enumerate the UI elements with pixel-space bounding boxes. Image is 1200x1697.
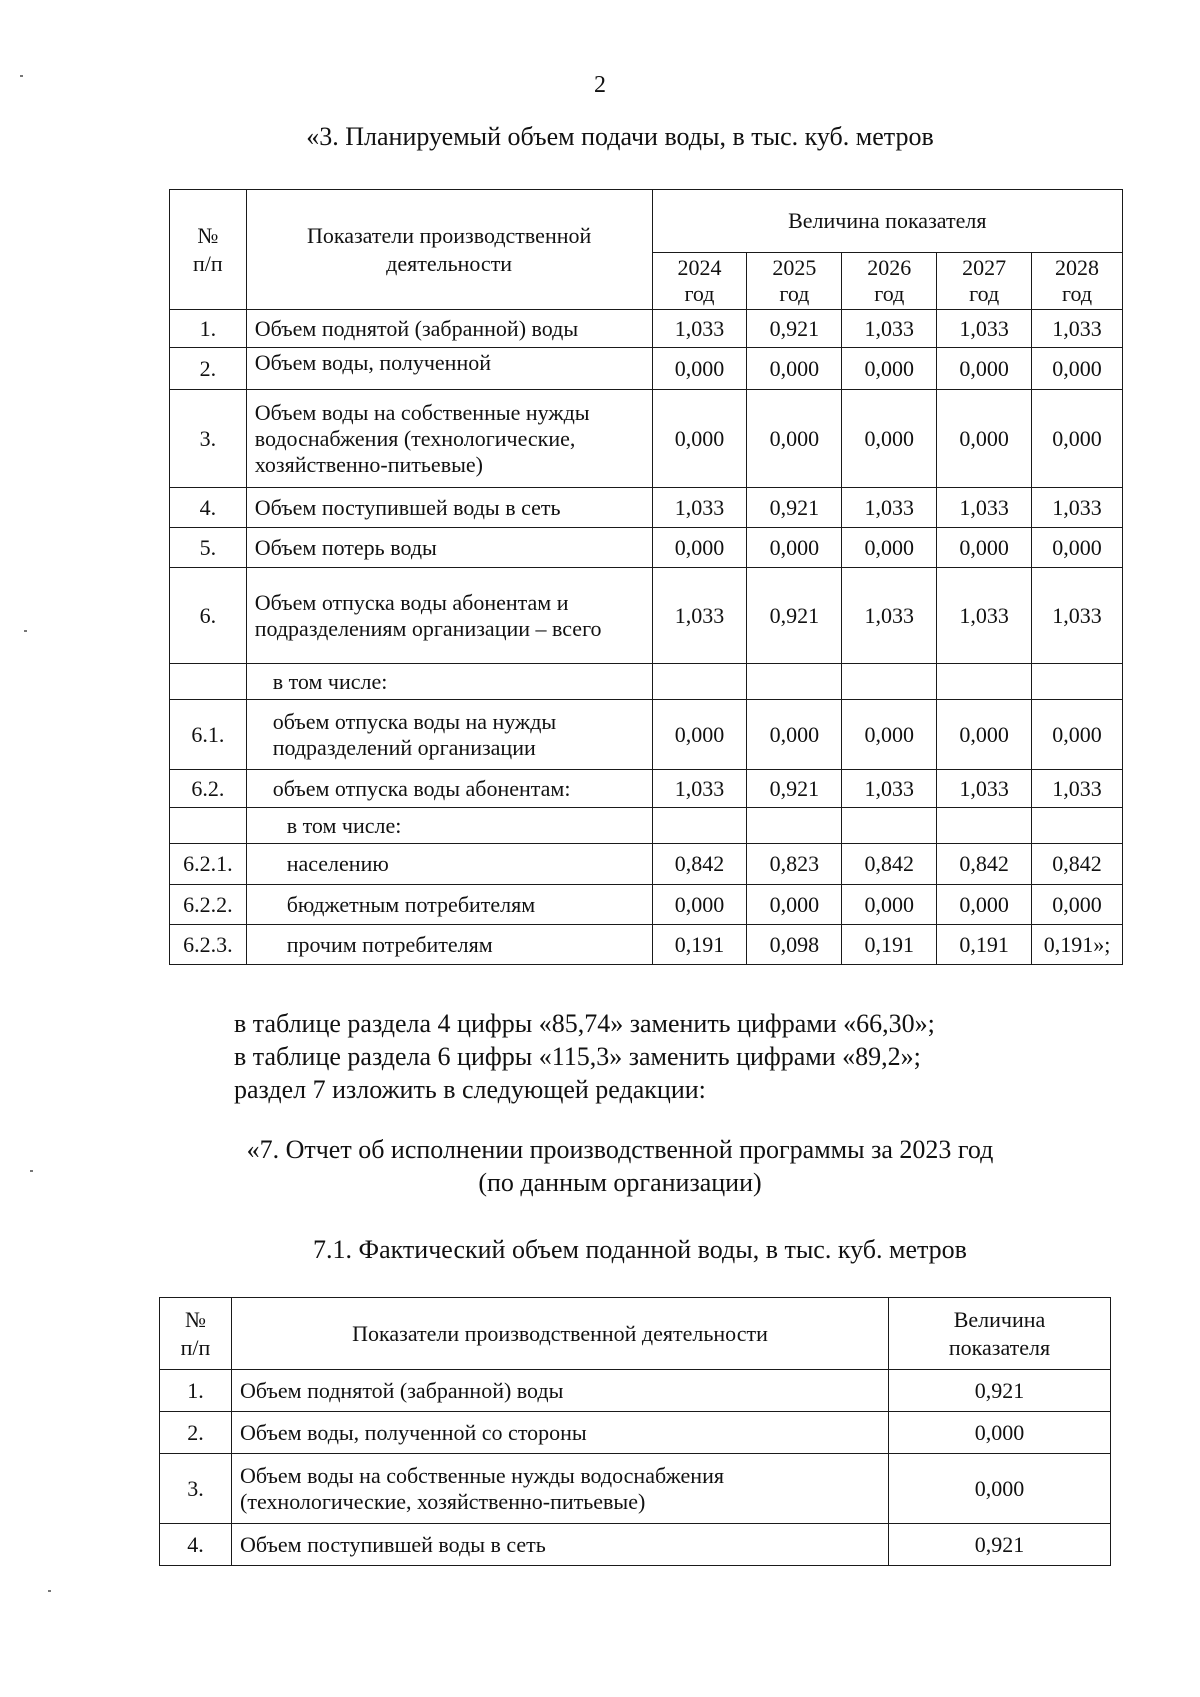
table-row	[170, 528, 1123, 568]
value-2026: 0,000	[842, 528, 937, 568]
value-2025: 0,000	[747, 528, 842, 568]
value-2027: 0,000	[937, 390, 1032, 488]
value-2026	[842, 808, 937, 844]
table-row	[170, 390, 1123, 488]
table-row	[170, 664, 1123, 700]
row-number: 3.	[170, 390, 247, 488]
value-2026: 1,033	[842, 568, 937, 664]
header-indicator: Показатели производственной деятельности	[232, 1298, 889, 1370]
value-2024: 0,842	[652, 844, 747, 885]
value-2027: 0,000	[937, 700, 1032, 770]
value-2027: 1,033	[937, 488, 1032, 528]
year-label: 2024 год	[677, 255, 722, 306]
table-row	[170, 348, 1123, 390]
value-2027: 1,033	[937, 568, 1032, 664]
row-number: 6.1.	[170, 700, 247, 770]
row-number: 5.	[170, 528, 247, 568]
table-row	[160, 1454, 1111, 1524]
paragraph: раздел 7 изложить в следующей редакции:	[234, 1075, 706, 1104]
value-2025: 0,921	[747, 310, 842, 348]
header-indicator-text: Показатели производственной деятельности	[306, 222, 592, 276]
paragraph: в таблице раздела 4 цифры «85,74» заменить цифрами «66,30»;	[234, 1009, 935, 1038]
header-value-text: Величина показателя	[948, 1306, 1051, 1360]
value-2028: 0,000	[1032, 528, 1123, 568]
row-value: 0,921	[889, 1524, 1111, 1566]
header-year-2028	[1032, 253, 1123, 310]
value-2028: 1,033	[1032, 488, 1123, 528]
header-value-group: Величина показателя	[652, 190, 1122, 253]
row-number	[170, 664, 247, 700]
paragraph: в таблице раздела 6 цифры «115,3» заменить цифрами «89,2»;	[234, 1042, 921, 1071]
value-2027: 0,191	[937, 925, 1032, 965]
row-label: Объем поднятой (забранной) воды	[232, 1370, 889, 1412]
row-value: 0,000	[889, 1454, 1111, 1524]
table-row	[160, 1524, 1111, 1566]
header-value	[889, 1298, 1111, 1370]
value-2028	[1032, 664, 1123, 700]
value-2027: 0,000	[937, 348, 1032, 390]
value-2025: 0,098	[747, 925, 842, 965]
scan-speck	[30, 1170, 33, 1172]
value-2027: 0,000	[937, 885, 1032, 925]
value-2027: 1,033	[937, 310, 1032, 348]
section-7-title-line1: «7. Отчет об исполнении производственной программы за 2023 год	[246, 1135, 994, 1164]
row-label: Объем поступившей воды в сеть	[232, 1524, 889, 1566]
value-2025: 0,921	[747, 568, 842, 664]
table-row	[170, 488, 1123, 528]
row-label: бюджетным потребителям	[246, 885, 652, 925]
table-row	[170, 568, 1123, 664]
row-label: Объем поступившей воды в сеть	[246, 488, 652, 528]
value-2028: 1,033	[1032, 568, 1123, 664]
planned-water-volume-table	[169, 189, 1123, 965]
row-number: 3.	[160, 1454, 232, 1524]
value-2024: 1,033	[652, 488, 747, 528]
value-2027: 1,033	[937, 770, 1032, 808]
value-2025: 0,823	[747, 844, 842, 885]
row-label: Объем воды, полученной	[246, 348, 652, 390]
value-2028: 0,000	[1032, 348, 1123, 390]
row-label: объем отпуска воды на нужды подразделений организации	[246, 700, 652, 770]
row-number: 6.2.2.	[170, 885, 247, 925]
table-row	[170, 885, 1123, 925]
table-row	[160, 1412, 1111, 1454]
table-row	[170, 808, 1123, 844]
row-label: Объем воды на собственные нужды водоснабжения (технологические, хозяйственно-питьевые)	[232, 1454, 889, 1524]
scan-speck	[24, 630, 27, 632]
value-2026: 0,000	[842, 700, 937, 770]
header-indicator	[246, 190, 652, 310]
value-2024: 0,000	[652, 885, 747, 925]
row-number: 6.	[170, 568, 247, 664]
value-2027	[937, 664, 1032, 700]
table-row	[170, 844, 1123, 885]
value-2024: 1,033	[652, 568, 747, 664]
row-label	[246, 568, 652, 664]
row-label: Объем поднятой (забранной) воды	[246, 310, 652, 348]
scan-speck	[48, 1590, 51, 1592]
row-number: 6.2.1.	[170, 844, 247, 885]
header-number	[170, 190, 247, 310]
value-2025	[747, 808, 842, 844]
value-2025: 0,000	[747, 885, 842, 925]
row-number: 1.	[160, 1370, 232, 1412]
row-number: 4.	[170, 488, 247, 528]
year-label: 2025 год	[772, 255, 817, 306]
page-number: 2	[594, 72, 606, 98]
row-label: в том числе:	[246, 664, 652, 700]
value-2027: 0,842	[937, 844, 1032, 885]
row-label: Объем воды на собственные нужды водоснабжения (технологические, хозяйственно-питьевые)	[246, 390, 652, 488]
value-2025: 0,000	[747, 390, 842, 488]
value-2028: 1,033	[1032, 770, 1123, 808]
header-number-text: № п/п	[193, 222, 223, 276]
header-year-2027	[937, 253, 1032, 310]
value-2025: 0,000	[747, 348, 842, 390]
value-2028: 0,000	[1032, 700, 1123, 770]
row-label: объем отпуска воды абонентам:	[246, 770, 652, 808]
value-2025: 0,921	[747, 488, 842, 528]
row-number: 6.2.	[170, 770, 247, 808]
value-2024: 1,033	[652, 770, 747, 808]
row-label: населению	[246, 844, 652, 885]
header-year-2026	[842, 253, 937, 310]
value-2028: 0,000	[1032, 390, 1123, 488]
year-label: 2027 год	[962, 255, 1007, 306]
row-number: 4.	[160, 1524, 232, 1566]
value-2024: 1,033	[652, 310, 747, 348]
value-2024	[652, 808, 747, 844]
table-row	[170, 925, 1123, 965]
value-2026: 0,000	[842, 885, 937, 925]
value-2024: 0,191	[652, 925, 747, 965]
section-7-title	[0, 1133, 1200, 1199]
value-2028: 0,191»;	[1032, 925, 1123, 965]
row-number: 2.	[160, 1412, 232, 1454]
value-2024: 0,000	[652, 348, 747, 390]
row-label: Объем потерь воды	[246, 528, 652, 568]
row-number: 2.	[170, 348, 247, 390]
row-value: 0,000	[889, 1412, 1111, 1454]
year-label: 2026 год	[867, 255, 912, 306]
value-2025: 0,921	[747, 770, 842, 808]
row-value: 0,921	[889, 1370, 1111, 1412]
value-2027: 0,000	[937, 528, 1032, 568]
header-number-text: № п/п	[180, 1306, 211, 1360]
table-row	[160, 1370, 1111, 1412]
value-2026: 0,000	[842, 348, 937, 390]
value-2024	[652, 664, 747, 700]
row-label-text: Объем отпуска воды абонентам и подразделениям организации – всего	[254, 589, 602, 641]
actual-water-volume-table	[159, 1297, 1111, 1566]
row-label: прочим потребителям	[246, 925, 652, 965]
value-2026: 1,033	[842, 488, 937, 528]
table-row	[170, 700, 1123, 770]
value-2024: 0,000	[652, 700, 747, 770]
row-label: Объем воды, полученной со стороны	[232, 1412, 889, 1454]
value-2024: 0,000	[652, 528, 747, 568]
row-number	[170, 808, 247, 844]
value-2027	[937, 808, 1032, 844]
header-year-2024	[652, 253, 747, 310]
value-2028	[1032, 808, 1123, 844]
value-2026: 0,191	[842, 925, 937, 965]
year-label: 2028 год	[1055, 255, 1100, 306]
value-2026: 0,000	[842, 390, 937, 488]
value-2026	[842, 664, 937, 700]
value-2028: 1,033	[1032, 310, 1123, 348]
header-year-2025	[747, 253, 842, 310]
value-2026: 0,842	[842, 844, 937, 885]
value-2025	[747, 664, 842, 700]
section-3-title: «3. Планируемый объем подачи воды, в тыс. куб. метров	[306, 122, 934, 151]
value-2025: 0,000	[747, 700, 842, 770]
row-number: 6.2.3.	[170, 925, 247, 965]
row-number: 1.	[170, 310, 247, 348]
header-number	[160, 1298, 232, 1370]
value-2026: 1,033	[842, 310, 937, 348]
value-2026: 1,033	[842, 770, 937, 808]
row-label: в том числе:	[246, 808, 652, 844]
value-2028: 0,000	[1032, 885, 1123, 925]
scan-speck	[20, 75, 23, 77]
value-2024: 0,000	[652, 390, 747, 488]
value-2028: 0,842	[1032, 844, 1123, 885]
section-7-1-title: 7.1. Фактический объем поданной воды, в тыс. куб. метров	[313, 1235, 967, 1264]
table-row	[170, 770, 1123, 808]
section-7-title-line2: (по данным организации)	[478, 1168, 762, 1197]
table-row	[170, 310, 1123, 348]
